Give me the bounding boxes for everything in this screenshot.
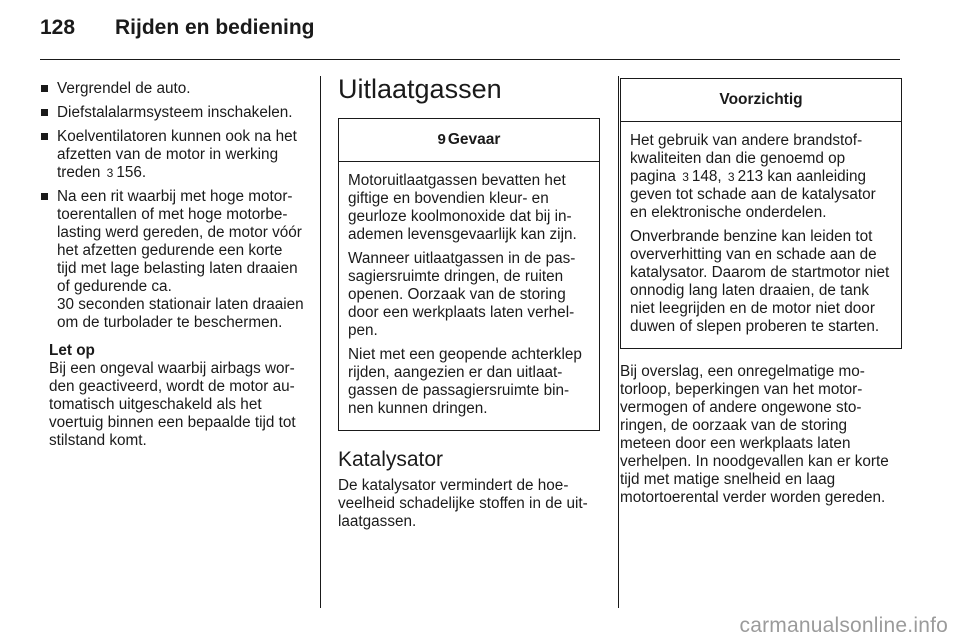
page-reference[interactable]: 213 [737, 168, 764, 185]
body-paragraph: Bij overslag, een onregelmatige motorloop, beperkingen van het motorvermogen of andere ongewone storingen, de oorzaak van de storing meteen door een werkplaats laten verhelpen. In noodgevallen kan er korte tijd met matige snelheid en laag motortoerental verder worden gereden. [620, 363, 889, 506]
page-reference[interactable]: 148, [691, 168, 722, 185]
page-reference-icon: 3 [682, 170, 689, 184]
page-header [40, 16, 920, 48]
danger-box [338, 118, 600, 431]
chapter-title: Uitlaatgassen [338, 74, 502, 104]
list-item: Vergrendel de auto. [40, 80, 304, 98]
danger-box-body [339, 162, 599, 430]
page-number: 128 [40, 16, 76, 39]
note-block [49, 342, 304, 450]
danger-box-title: Gevaar [447, 131, 501, 148]
danger-paragraph: Wanneer uitlaatgassen in de passagiersruimte dringen, de ruiten openen. Oorzaak van de storing door een werkplaats laten verhelpen. [348, 250, 576, 339]
caution-paragraph: Onverbrande benzine kan leiden tot oververhitting van en schade aan de katalysator. Daarom de startmotor niet onnodig lang laten draaien, de tank niet leegrijden en de motor niet door duwen of slepen proberen te starten. [630, 228, 890, 335]
caution-box-body [621, 122, 901, 348]
bullet-list [40, 80, 304, 332]
square-bullet-icon [41, 85, 48, 92]
square-bullet-icon [41, 133, 48, 140]
column-divider-1 [320, 76, 321, 608]
page-reference-icon: 3 [106, 166, 114, 180]
watermark: carmanualsonline.info [739, 614, 948, 637]
note-title: Let op [49, 342, 95, 359]
warning-triangle-icon: 9 [437, 131, 446, 148]
note-text: Bij een ongeval waarbij airbags worden geactiveerd, wordt de motor automatisch uitgeschakeld als het voertuig binnen een bepaalde tijd tot stilstand komt. [49, 360, 296, 449]
column-divider-2 [618, 76, 619, 608]
column-3 [620, 78, 900, 513]
caution-box [620, 78, 902, 349]
header-divider [40, 59, 900, 60]
column-1 [40, 80, 304, 450]
list-item: Diefstalalarmsysteem inschakelen. [40, 104, 304, 122]
caution-box-header [621, 79, 901, 122]
list-item: Koelventilatoren kunnen ook na het afzetten van de motor in werking treden 3 156. [40, 128, 304, 182]
danger-box-header [339, 119, 599, 162]
subsection-title: Katalysator [338, 448, 444, 471]
danger-paragraph: Motoruitlaatgassen bevatten het giftige en bovendien kleur- en geurloze koolmonoxide dat bij inademen levensgevaarlijk kan zijn. [348, 172, 577, 243]
danger-paragraph: Niet met een geopende achterklep rijden, aangezien er dan uitlaatgassen de passagiersruimte binnen kunnen dringen. [348, 346, 582, 417]
square-bullet-icon [41, 193, 48, 200]
page-reference-icon: 3 [727, 170, 735, 184]
section-title: Rijden en bediening [115, 16, 315, 39]
list-item: Na een rit waarbij met hoge motortoerentallen of met hoge motorbelasting werd gereden, de motor vóór het afzetten gedurende een korte tijd met lage belasting laten draaien of gedurende ca. 30 seconden stationair laten draaien om de turbolader te beschermen. [40, 188, 304, 332]
caution-box-title: Voorzichtig [719, 91, 803, 108]
page-reference[interactable]: 156. [116, 164, 147, 181]
column-2 [338, 72, 600, 537]
body-paragraph: De katalysator vermindert de hoeveelheid schadelijke stoffen in de uitlaatgassen. [338, 477, 588, 530]
caution-paragraph: Het gebruik van andere brandstofkwaliteiten dan die genoemd op pagina 3 148, 3 213 kan aanleiding geven tot schade aan de katalysator en elektronische onderdelen. [630, 132, 876, 221]
square-bullet-icon [41, 109, 48, 116]
